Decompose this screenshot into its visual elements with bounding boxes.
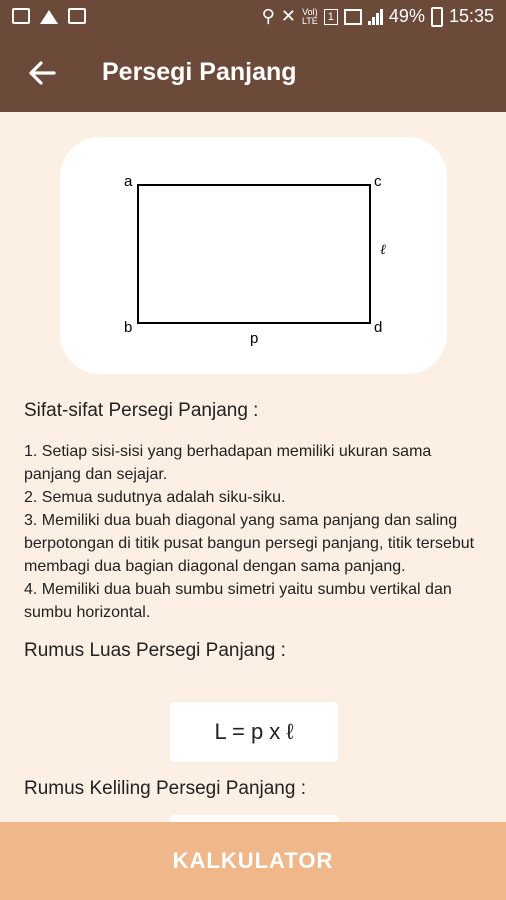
area-formula: L = p x ℓ (170, 702, 338, 762)
vertex-a-label: a (124, 173, 133, 190)
calculator-button[interactable]: KALKULATOR (0, 822, 506, 900)
app-bar (0, 34, 506, 112)
rectangle-diagram (60, 137, 447, 374)
perimeter-heading: Rumus Keliling Persegi Panjang : (24, 778, 306, 799)
rectangle-shape (138, 185, 370, 323)
side-l-label: ℓ (380, 242, 386, 258)
sim-indicator: 1 (324, 9, 338, 25)
volte-indicator (302, 8, 318, 26)
side-p-label: p (250, 330, 259, 347)
store-icon (68, 8, 86, 24)
arrow-left-icon[interactable] (26, 58, 58, 88)
image-icon (12, 8, 30, 24)
volte-text: Vol) (302, 6, 318, 17)
battery-icon (431, 7, 443, 27)
content (24, 400, 486, 662)
status-bar (0, 0, 506, 34)
page-title: Persegi Panjang (102, 58, 297, 86)
diagram-card (60, 137, 447, 374)
gallery-icon (40, 8, 58, 24)
vertex-b-label: b (124, 319, 133, 336)
mute-icon: ✕ (280, 6, 296, 26)
properties-heading: Sifat-sifat Persegi Panjang : (24, 400, 259, 421)
properties-list (24, 440, 486, 624)
location-icon: ⚲ (261, 6, 275, 26)
lte-text: LTE (301, 15, 318, 26)
vertex-c-label: c (374, 173, 382, 190)
signal-bars-icon (368, 9, 383, 25)
property-item: 2. Semua sudutnya adalah siku-siku. (24, 489, 286, 506)
battery-percent: 49% (388, 6, 425, 26)
property-item: 1. Setiap sisi-sisi yang berhadapan memiliki ukuran sama panjang dan sejajar. (24, 443, 432, 483)
property-item: 4. Memiliki dua buah sumbu simetri yaitu sumbu vertikal dan sumbu horizontal. (24, 581, 452, 621)
clock: 15:35 (448, 6, 494, 26)
signal-icon (344, 9, 362, 25)
property-item: 3. Memiliki dua buah diagonal yang sama panjang dan saling berpotongan di titik pusat bangun persegi panjang, titik tersebut membagi dua bagian diagonal dengan sama panjang. (24, 512, 475, 575)
vertex-d-label: d (374, 319, 383, 336)
area-heading: Rumus Luas Persegi Panjang : (24, 640, 286, 661)
